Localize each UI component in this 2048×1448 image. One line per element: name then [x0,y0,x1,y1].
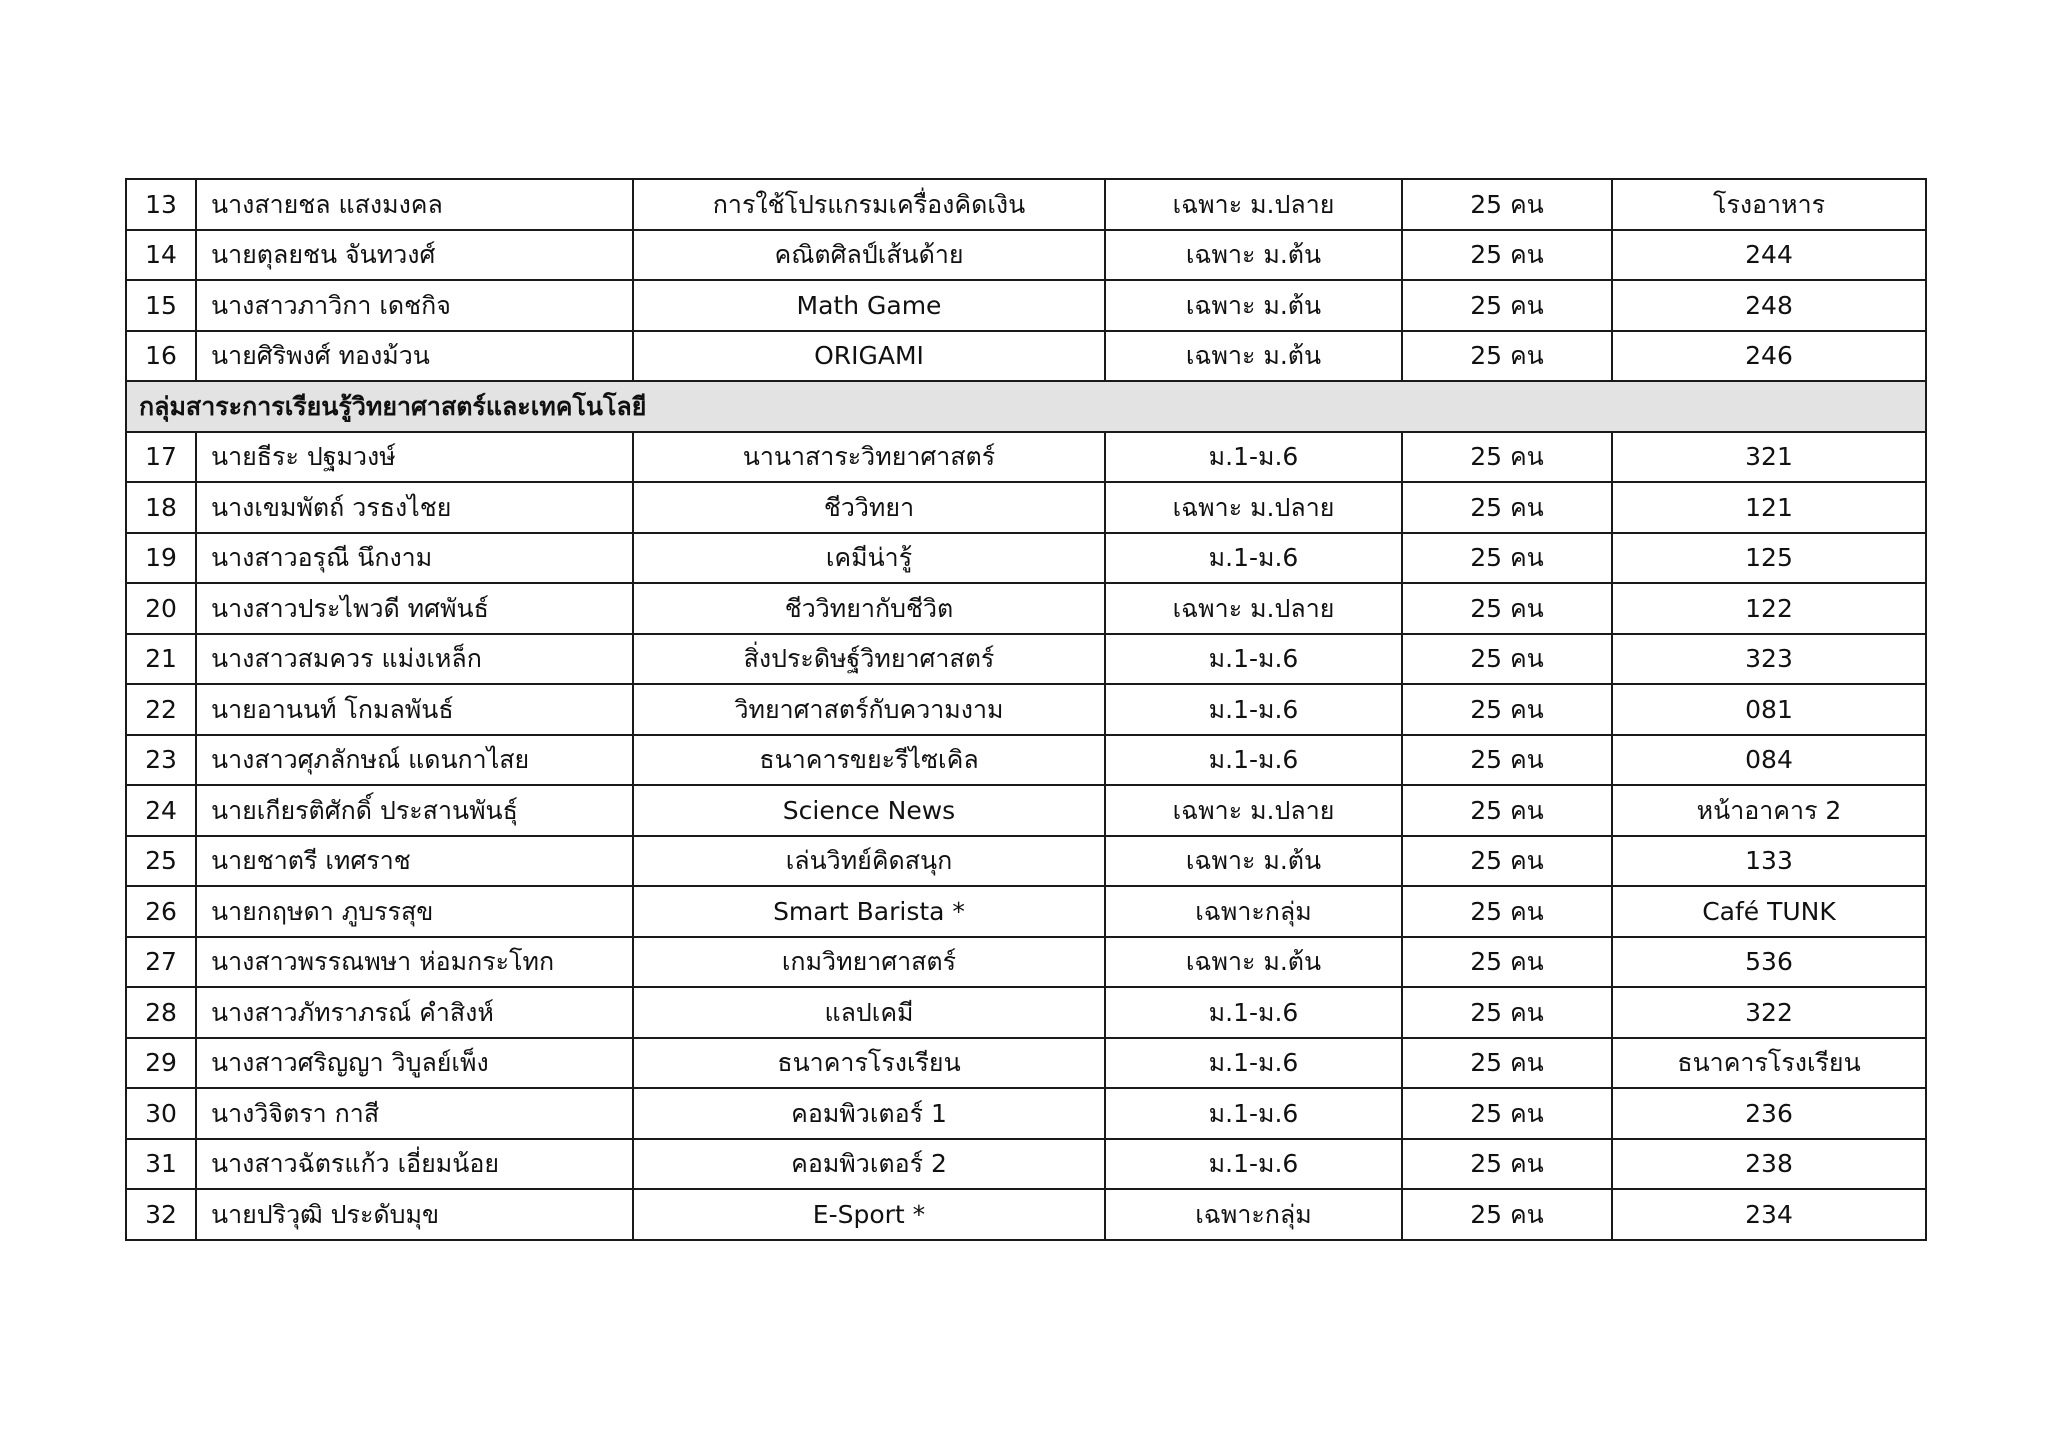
grade-level: เฉพาะกลุ่ม [1105,1189,1402,1240]
table-row [126,886,1926,937]
table-row [126,634,1926,685]
grade-level: ม.1-ม.6 [1105,735,1402,786]
capacity: 25 คน [1402,331,1612,382]
row-number: 17 [126,432,196,483]
club-name: ชีววิทยากับชีวิต [633,583,1105,634]
club-name: นานาสาระวิทยาศาสตร์ [633,432,1105,483]
teacher-name: นายเกียรติศักดิ์ ประสานพันธุ์ [196,785,633,836]
capacity: 25 คน [1402,836,1612,887]
capacity: 25 คน [1402,1088,1612,1139]
club-name: ชีววิทยา [633,482,1105,533]
row-number: 25 [126,836,196,887]
table-row [126,280,1926,331]
grade-level: เฉพาะ ม.ต้น [1105,937,1402,988]
grade-level: เฉพาะ ม.ต้น [1105,836,1402,887]
club-name: คอมพิวเตอร์ 1 [633,1088,1105,1139]
capacity: 25 คน [1402,1189,1612,1240]
teacher-name: นายตุลยชน จันทวงศ์ [196,230,633,281]
room: 248 [1612,280,1926,331]
table-row [126,533,1926,584]
row-number: 21 [126,634,196,685]
room: โรงอาหาร [1612,179,1926,230]
grade-level: เฉพาะ ม.ต้น [1105,230,1402,281]
table-row [126,179,1926,230]
teacher-name: นางสาวศุภลักษณ์ แดนกาไสย [196,735,633,786]
grade-level: ม.1-ม.6 [1105,684,1402,735]
room: 236 [1612,1088,1926,1139]
room: 238 [1612,1139,1926,1190]
teacher-name: นายธีระ ปฐมวงษ์ [196,432,633,483]
room: 125 [1612,533,1926,584]
capacity: 25 คน [1402,432,1612,483]
table-row [126,735,1926,786]
teacher-name: นางสายชล แสงมงคล [196,179,633,230]
teacher-name: นายกฤษดา ภูบรรสุข [196,886,633,937]
row-number: 32 [126,1189,196,1240]
table-row [126,583,1926,634]
grade-level: ม.1-ม.6 [1105,1139,1402,1190]
table-row [126,1088,1926,1139]
group-header-row [126,381,1926,432]
room: 536 [1612,937,1926,988]
row-number: 15 [126,280,196,331]
grade-level: เฉพาะ ม.ปลาย [1105,179,1402,230]
grade-level: เฉพาะ ม.ปลาย [1105,583,1402,634]
teacher-name: นางวิจิตรา กาสี [196,1088,633,1139]
row-number: 26 [126,886,196,937]
teacher-name: นายอานนท์ โกมลพันธ์ [196,684,633,735]
room: 084 [1612,735,1926,786]
grade-level: เฉพาะ ม.ต้น [1105,280,1402,331]
room: 321 [1612,432,1926,483]
row-number: 29 [126,1038,196,1089]
grade-level: ม.1-ม.6 [1105,432,1402,483]
row-number: 13 [126,179,196,230]
grade-level: เฉพาะกลุ่ม [1105,886,1402,937]
grade-level: ม.1-ม.6 [1105,987,1402,1038]
table-row [126,836,1926,887]
group-header: กลุ่มสาระการเรียนรู้วิทยาศาสตร์และเทคโนโลยี [126,381,1926,432]
table-row [126,684,1926,735]
capacity: 25 คน [1402,533,1612,584]
grade-level: ม.1-ม.6 [1105,1038,1402,1089]
row-number: 23 [126,735,196,786]
table-row [126,937,1926,988]
club-name: คอมพิวเตอร์ 2 [633,1139,1105,1190]
club-name: Math Game [633,280,1105,331]
capacity: 25 คน [1402,634,1612,685]
room: 244 [1612,230,1926,281]
room: ธนาคารโรงเรียน [1612,1038,1926,1089]
grade-level: เฉพาะ ม.ปลาย [1105,785,1402,836]
club-table-body [126,179,1926,1240]
teacher-name: นางสาวศริญญา วิบูลย์เพ็ง [196,1038,633,1089]
club-name: คณิตศิลป์เส้นด้าย [633,230,1105,281]
room: หน้าอาคาร 2 [1612,785,1926,836]
row-number: 27 [126,937,196,988]
club-name: ORIGAMI [633,331,1105,382]
club-name: เล่นวิทย์คิดสนุก [633,836,1105,887]
club-name: การใช้โปรแกรมเครื่องคิดเงิน [633,179,1105,230]
table-row [126,331,1926,382]
capacity: 25 คน [1402,230,1612,281]
room: 323 [1612,634,1926,685]
teacher-name: นางสาวภัทราภรณ์ คำสิงห์ [196,987,633,1038]
capacity: 25 คน [1402,280,1612,331]
capacity: 25 คน [1402,684,1612,735]
teacher-name: นางสาวอรุณี นึกงาม [196,533,633,584]
capacity: 25 คน [1402,987,1612,1038]
table-row [126,1139,1926,1190]
room: 246 [1612,331,1926,382]
teacher-name: นางสาวสมควร แม่งเหล็ก [196,634,633,685]
teacher-name: นางสาวพรรณพษา ห่อมกระโทก [196,937,633,988]
teacher-name: นายศิริพงศ์ ทองม้วน [196,331,633,382]
club-name: เกมวิทยาศาสตร์ [633,937,1105,988]
row-number: 19 [126,533,196,584]
capacity: 25 คน [1402,886,1612,937]
table-row [126,1189,1926,1240]
capacity: 25 คน [1402,179,1612,230]
room: 133 [1612,836,1926,887]
row-number: 14 [126,230,196,281]
teacher-name: นายชาตรี เทศราช [196,836,633,887]
table-row [126,1038,1926,1089]
table-row [126,230,1926,281]
capacity: 25 คน [1402,1139,1612,1190]
capacity: 25 คน [1402,583,1612,634]
teacher-name: นางสาวประไพวดี ทศพันธ์ [196,583,633,634]
room: 234 [1612,1189,1926,1240]
grade-level: ม.1-ม.6 [1105,1088,1402,1139]
row-number: 20 [126,583,196,634]
club-name: Science News [633,785,1105,836]
row-number: 28 [126,987,196,1038]
grade-level: ม.1-ม.6 [1105,533,1402,584]
grade-level: เฉพาะ ม.ปลาย [1105,482,1402,533]
teacher-name: นางสาวฉัตรแก้ว เอี่ยมน้อย [196,1139,633,1190]
table-row [126,432,1926,483]
row-number: 22 [126,684,196,735]
room: Café TUNK [1612,886,1926,937]
club-table [125,178,1927,1241]
grade-level: เฉพาะ ม.ต้น [1105,331,1402,382]
club-name: E-Sport * [633,1189,1105,1240]
capacity: 25 คน [1402,735,1612,786]
row-number: 18 [126,482,196,533]
table-row [126,987,1926,1038]
row-number: 24 [126,785,196,836]
row-number: 16 [126,331,196,382]
club-name: แลปเคมี [633,987,1105,1038]
room: 322 [1612,987,1926,1038]
room: 081 [1612,684,1926,735]
club-name: สิ่งประดิษฐ์วิทยาศาสตร์ [633,634,1105,685]
teacher-name: นางเขมพัตถ์ วรธงไชย [196,482,633,533]
row-number: 31 [126,1139,196,1190]
room: 121 [1612,482,1926,533]
club-name: ธนาคารโรงเรียน [633,1038,1105,1089]
table-row [126,785,1926,836]
capacity: 25 คน [1402,785,1612,836]
teacher-name: นางสาวภาวิกา เดชกิจ [196,280,633,331]
capacity: 25 คน [1402,482,1612,533]
club-name: Smart Barista * [633,886,1105,937]
teacher-name: นายปริวุฒิ ประดับมุข [196,1189,633,1240]
row-number: 30 [126,1088,196,1139]
club-name: ธนาคารขยะรีไซเคิล [633,735,1105,786]
capacity: 25 คน [1402,937,1612,988]
capacity: 25 คน [1402,1038,1612,1089]
grade-level: ม.1-ม.6 [1105,634,1402,685]
club-name: วิทยาศาสตร์กับความงาม [633,684,1105,735]
table-row [126,482,1926,533]
club-name: เคมีน่ารู้ [633,533,1105,584]
room: 122 [1612,583,1926,634]
